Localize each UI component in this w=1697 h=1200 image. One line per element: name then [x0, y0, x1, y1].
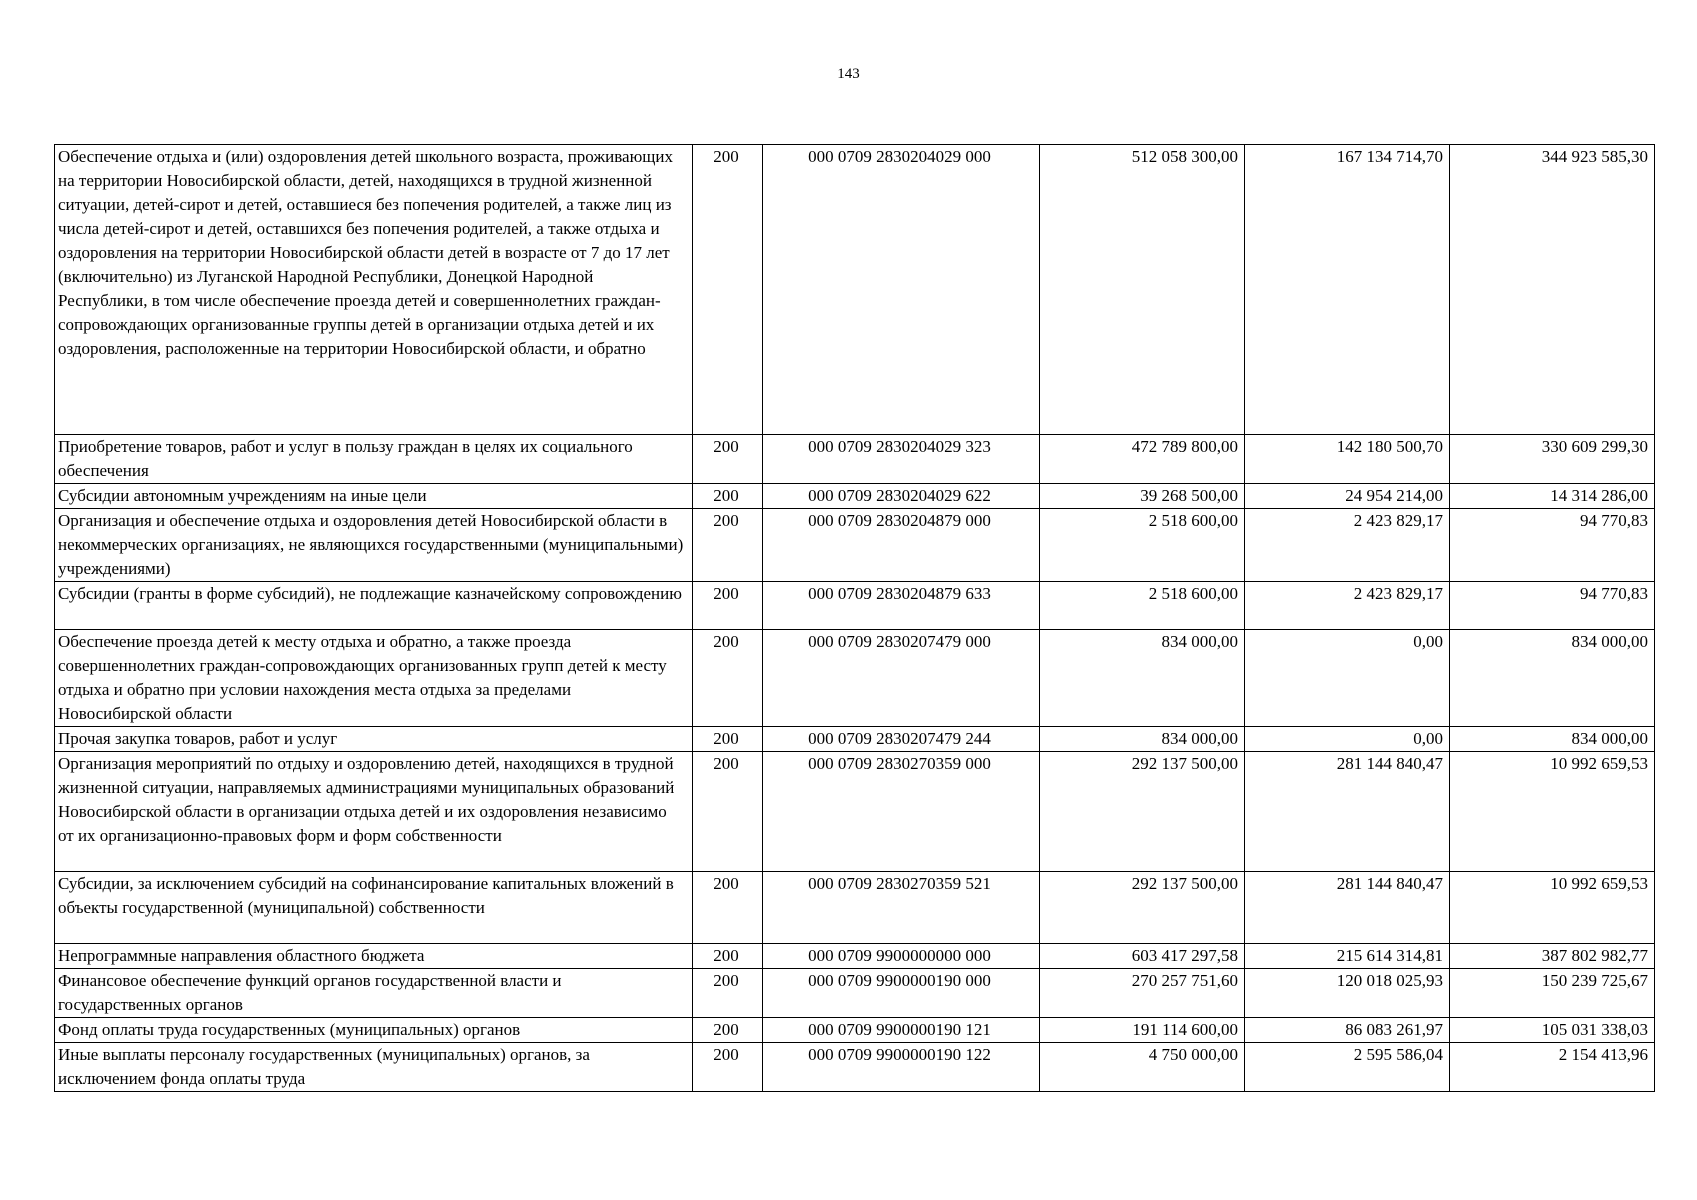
row-code: 200 [693, 872, 763, 944]
row-executed: 167 134 714,70 [1245, 145, 1450, 435]
row-kbk: 000 0709 2830207479 244 [763, 727, 1040, 752]
row-name: Субсидии (гранты в форме субсидий), не подлежащие казначейскому сопровождению [55, 582, 693, 630]
row-name: Приобретение товаров, работ и услуг в пользу граждан в целях их социального обеспечения [55, 435, 693, 484]
row-code: 200 [693, 435, 763, 484]
table-row [55, 752, 1655, 872]
row-code: 200 [693, 1018, 763, 1043]
table-row [55, 484, 1655, 509]
row-executed: 120 018 025,93 [1245, 969, 1450, 1018]
row-approved: 292 137 500,00 [1040, 872, 1245, 944]
row-kbk: 000 0709 2830204029 622 [763, 484, 1040, 509]
row-remainder: 10 992 659,53 [1450, 752, 1655, 872]
row-kbk: 000 0709 2830204879 000 [763, 509, 1040, 582]
row-name: Организация и обеспечение отдыха и оздоровления детей Новосибирской области в некоммерческих организациях, не являющихся государственными (муниципальными) учреждениями) [55, 509, 693, 582]
row-kbk: 000 0709 2830270359 521 [763, 872, 1040, 944]
row-code: 200 [693, 145, 763, 435]
budget-execution-table [54, 144, 1655, 1092]
row-approved: 292 137 500,00 [1040, 752, 1245, 872]
row-code: 200 [693, 752, 763, 872]
row-kbk: 000 0709 9900000000 000 [763, 944, 1040, 969]
row-code: 200 [693, 944, 763, 969]
row-kbk: 000 0709 9900000190 122 [763, 1043, 1040, 1092]
row-approved: 603 417 297,58 [1040, 944, 1245, 969]
row-code: 200 [693, 484, 763, 509]
row-executed: 2 423 829,17 [1245, 582, 1450, 630]
row-code: 200 [693, 630, 763, 727]
row-remainder: 2 154 413,96 [1450, 1043, 1655, 1092]
row-kbk: 000 0709 2830270359 000 [763, 752, 1040, 872]
row-name: Прочая закупка товаров, работ и услуг [55, 727, 693, 752]
table-row [55, 435, 1655, 484]
row-remainder: 834 000,00 [1450, 630, 1655, 727]
row-remainder: 14 314 286,00 [1450, 484, 1655, 509]
row-executed: 86 083 261,97 [1245, 1018, 1450, 1043]
row-executed: 2 595 586,04 [1245, 1043, 1450, 1092]
row-remainder: 344 923 585,30 [1450, 145, 1655, 435]
row-approved: 2 518 600,00 [1040, 509, 1245, 582]
row-approved: 2 518 600,00 [1040, 582, 1245, 630]
row-approved: 834 000,00 [1040, 727, 1245, 752]
row-approved: 4 750 000,00 [1040, 1043, 1245, 1092]
row-code: 200 [693, 969, 763, 1018]
row-executed: 215 614 314,81 [1245, 944, 1450, 969]
row-code: 200 [693, 509, 763, 582]
table-row [55, 969, 1655, 1018]
row-executed: 0,00 [1245, 630, 1450, 727]
row-approved: 270 257 751,60 [1040, 969, 1245, 1018]
table-body [55, 145, 1655, 1092]
row-remainder: 94 770,83 [1450, 509, 1655, 582]
row-executed: 281 144 840,47 [1245, 752, 1450, 872]
row-approved: 191 114 600,00 [1040, 1018, 1245, 1043]
table-row [55, 582, 1655, 630]
row-executed: 142 180 500,70 [1245, 435, 1450, 484]
row-code: 200 [693, 1043, 763, 1092]
row-kbk: 000 0709 2830204029 000 [763, 145, 1040, 435]
row-approved: 472 789 800,00 [1040, 435, 1245, 484]
row-remainder: 105 031 338,03 [1450, 1018, 1655, 1043]
table-row [55, 1018, 1655, 1043]
row-code: 200 [693, 582, 763, 630]
table-row [55, 509, 1655, 582]
row-name: Непрограммные направления областного бюджета [55, 944, 693, 969]
row-remainder: 330 609 299,30 [1450, 435, 1655, 484]
row-kbk: 000 0709 9900000190 121 [763, 1018, 1040, 1043]
page-number: 143 [837, 66, 860, 82]
row-approved: 512 058 300,00 [1040, 145, 1245, 435]
row-remainder: 387 802 982,77 [1450, 944, 1655, 969]
table-row [55, 145, 1655, 435]
row-kbk: 000 0709 9900000190 000 [763, 969, 1040, 1018]
row-name: Фонд оплаты труда государственных (муниципальных) органов [55, 1018, 693, 1043]
row-executed: 24 954 214,00 [1245, 484, 1450, 509]
row-kbk: 000 0709 2830204879 633 [763, 582, 1040, 630]
table-row [55, 944, 1655, 969]
row-remainder: 150 239 725,67 [1450, 969, 1655, 1018]
row-approved: 834 000,00 [1040, 630, 1245, 727]
row-name: Организация мероприятий по отдыху и оздоровлению детей, находящихся в трудной жизненной ситуации, направляемых администрациями муниципальных образований Новосибирской области в организации отдыха детей и их оздоровления независимо от их организационно-правовых форм и форм собственности [55, 752, 693, 872]
table-row [55, 727, 1655, 752]
row-remainder: 10 992 659,53 [1450, 872, 1655, 944]
row-remainder: 834 000,00 [1450, 727, 1655, 752]
row-executed: 281 144 840,47 [1245, 872, 1450, 944]
table-row [55, 872, 1655, 944]
row-kbk: 000 0709 2830204029 323 [763, 435, 1040, 484]
row-name: Обеспечение отдыха и (или) оздоровления детей школьного возраста, проживающих на территории Новосибирской области, детей, находящихся в трудной жизненной ситуации, детей-сирот и детей, оставшиеся без попечения родителей, а также лиц из числа детей-сирот и детей, оставшихся без попечения родителей, а также отдыха и оздоровления на территории Новосибирской области детей в возрасте от 7 до 17 лет (включительно) из Луганской Народной Республики, Донецкой Народной Республики, в том числе обеспечение проезда детей и совершеннолетних граждан-сопровождающих организованные группы детей в организации отдыха детей и их оздоровления, расположенные на территории Новосибирской области, и обратно [55, 145, 693, 435]
row-remainder: 94 770,83 [1450, 582, 1655, 630]
row-kbk: 000 0709 2830207479 000 [763, 630, 1040, 727]
table-row [55, 630, 1655, 727]
row-name: Иные выплаты персоналу государственных (муниципальных) органов, за исключением фонда оплаты труда [55, 1043, 693, 1092]
row-name: Обеспечение проезда детей к месту отдыха и обратно, а также проезда совершеннолетних граждан-сопровождающих организованных групп детей к месту отдыха и обратно при условии нахождения места отдыха за пределами Новосибирской области [55, 630, 693, 727]
row-name: Субсидии, за исключением субсидий на софинансирование капитальных вложений в объекты государственной (муниципальной) собственности [55, 872, 693, 944]
row-executed: 2 423 829,17 [1245, 509, 1450, 582]
row-approved: 39 268 500,00 [1040, 484, 1245, 509]
table-row [55, 1043, 1655, 1092]
row-name: Субсидии автономным учреждениям на иные цели [55, 484, 693, 509]
row-code: 200 [693, 727, 763, 752]
row-name: Финансовое обеспечение функций органов государственной власти и государственных органов [55, 969, 693, 1018]
row-executed: 0,00 [1245, 727, 1450, 752]
